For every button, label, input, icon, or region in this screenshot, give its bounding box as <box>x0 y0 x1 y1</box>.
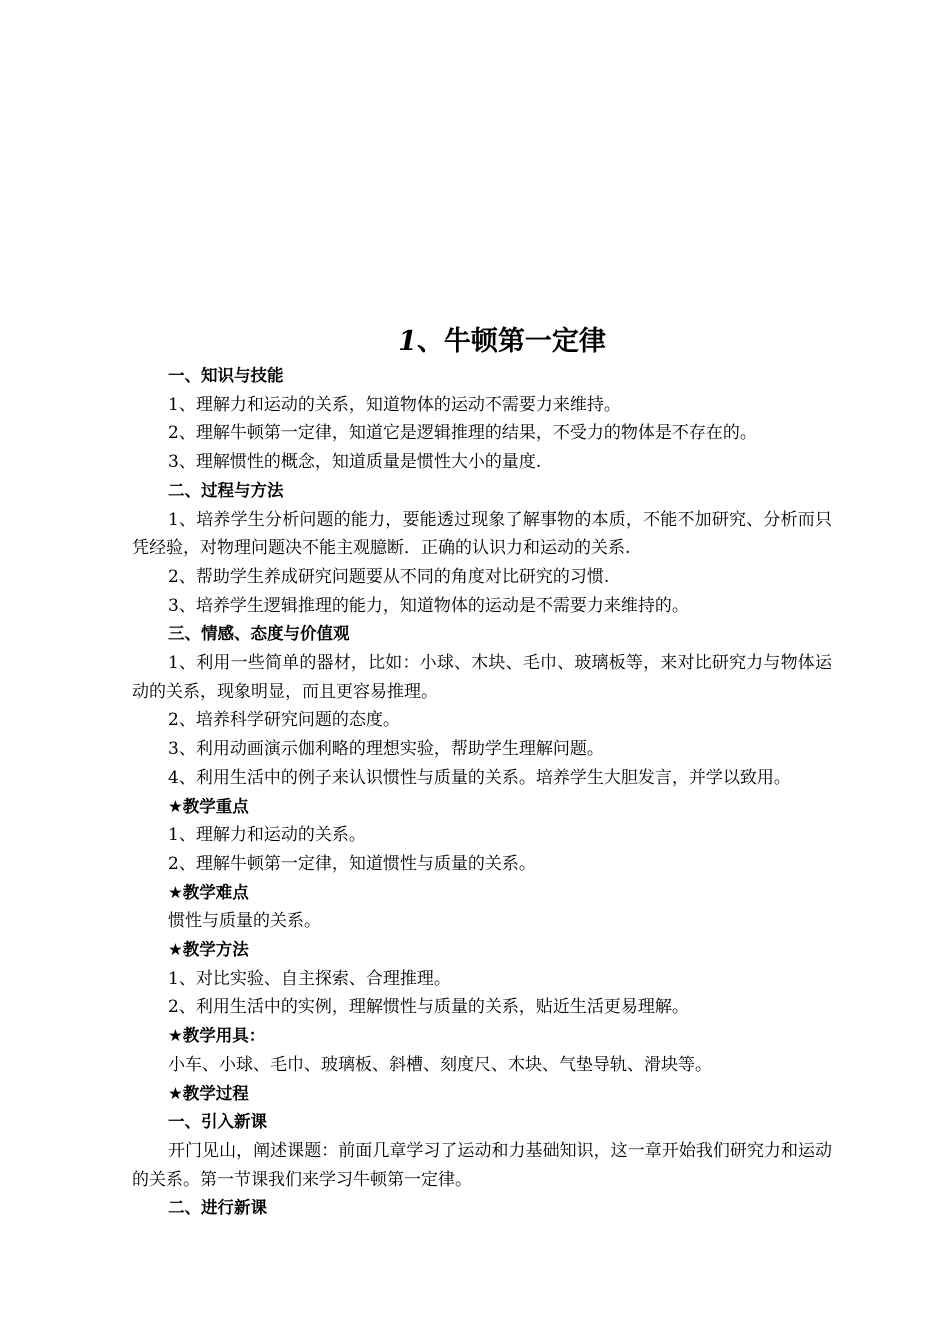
list-item: 3、理解惯性的概念，知道质量是惯性大小的量度. <box>168 452 542 473</box>
list-item: 4、利用生活中的例子来认识惯性与质量的关系。培养学生大胆发言，并学以致用。 <box>168 767 791 788</box>
title-number: 1 <box>398 326 417 357</box>
list-item: 2、理解牛顿第一定律，知道它是逻辑推理的结果，不受力的物体是不存在的。 <box>168 423 757 444</box>
tools-text: 小车、小球、毛巾、玻璃板、斜槽、刻度尺、木块、气垫导轨、滑块等。 <box>168 1054 712 1075</box>
list-item: 3、利用动画演示伽利略的理想实验，帮助学生理解问题。 <box>168 739 604 760</box>
document-body <box>132 322 832 1223</box>
list-item: 1、对比实验、自主探索、合理推理。 <box>168 968 451 989</box>
list-item: 2、利用生活中的实例，理解惯性与质量的关系，贴近生活更易理解。 <box>168 997 689 1018</box>
intro-heading: 一、引入新课 <box>168 1112 267 1132</box>
list-item: 1、理解力和运动的关系，知道物体的运动不需要力来维持。 <box>168 394 621 415</box>
list-item: 1、利用一些简单的器材，比如：小球、木块、毛巾、玻璃板等，来对比研究力与物体运动的关系，现象明显，而且更容易推理。 <box>132 653 832 702</box>
difficulties-text: 惯性与质量的关系。 <box>168 911 321 932</box>
list-item: 2、帮助学生养成研究问题要从不同的角度对比研究的习惯. <box>168 566 610 587</box>
tools-heading: ★教学用具： <box>168 1026 266 1046</box>
section-heading-process: 二、过程与方法 <box>168 480 284 500</box>
list-item: 1、理解力和运动的关系。 <box>168 825 366 846</box>
intro-text: 开门见山，阐述课题：前面几章学习了运动和力基础知识，这一章开始我们研究力和运动的关系。第一节课我们来学习牛顿第一定律。 <box>132 1140 832 1190</box>
title-text: 、牛顿第一定律 <box>416 326 606 357</box>
key-points-heading: ★教学重点 <box>168 796 249 816</box>
difficulties-heading: ★教学难点 <box>168 882 249 902</box>
list-item: 1、培养学生分析问题的能力，要能透过现象了解事物的本质，不能不加研究、分析而只凭经验，对物理问题决不能主观臆断．正确的认识力和运动的关系. <box>132 509 832 559</box>
section-heading-values: 三、情感、态度与价值观 <box>168 624 350 644</box>
section-heading-knowledge: 一、知识与技能 <box>168 366 284 385</box>
new-lesson-heading: 二、进行新课 <box>168 1198 267 1218</box>
methods-heading: ★教学方法 <box>168 940 249 960</box>
process-heading: ★教学过程 <box>168 1083 249 1103</box>
list-item: 2、理解牛顿第一定律，知道惯性与质量的关系。 <box>168 853 536 874</box>
page-title <box>132 322 832 362</box>
list-item: 2、培养科学研究问题的态度。 <box>168 710 400 731</box>
list-item: 3、培养学生逻辑推理的能力，知道物体的运动是不需要力来维持的。 <box>168 595 689 616</box>
